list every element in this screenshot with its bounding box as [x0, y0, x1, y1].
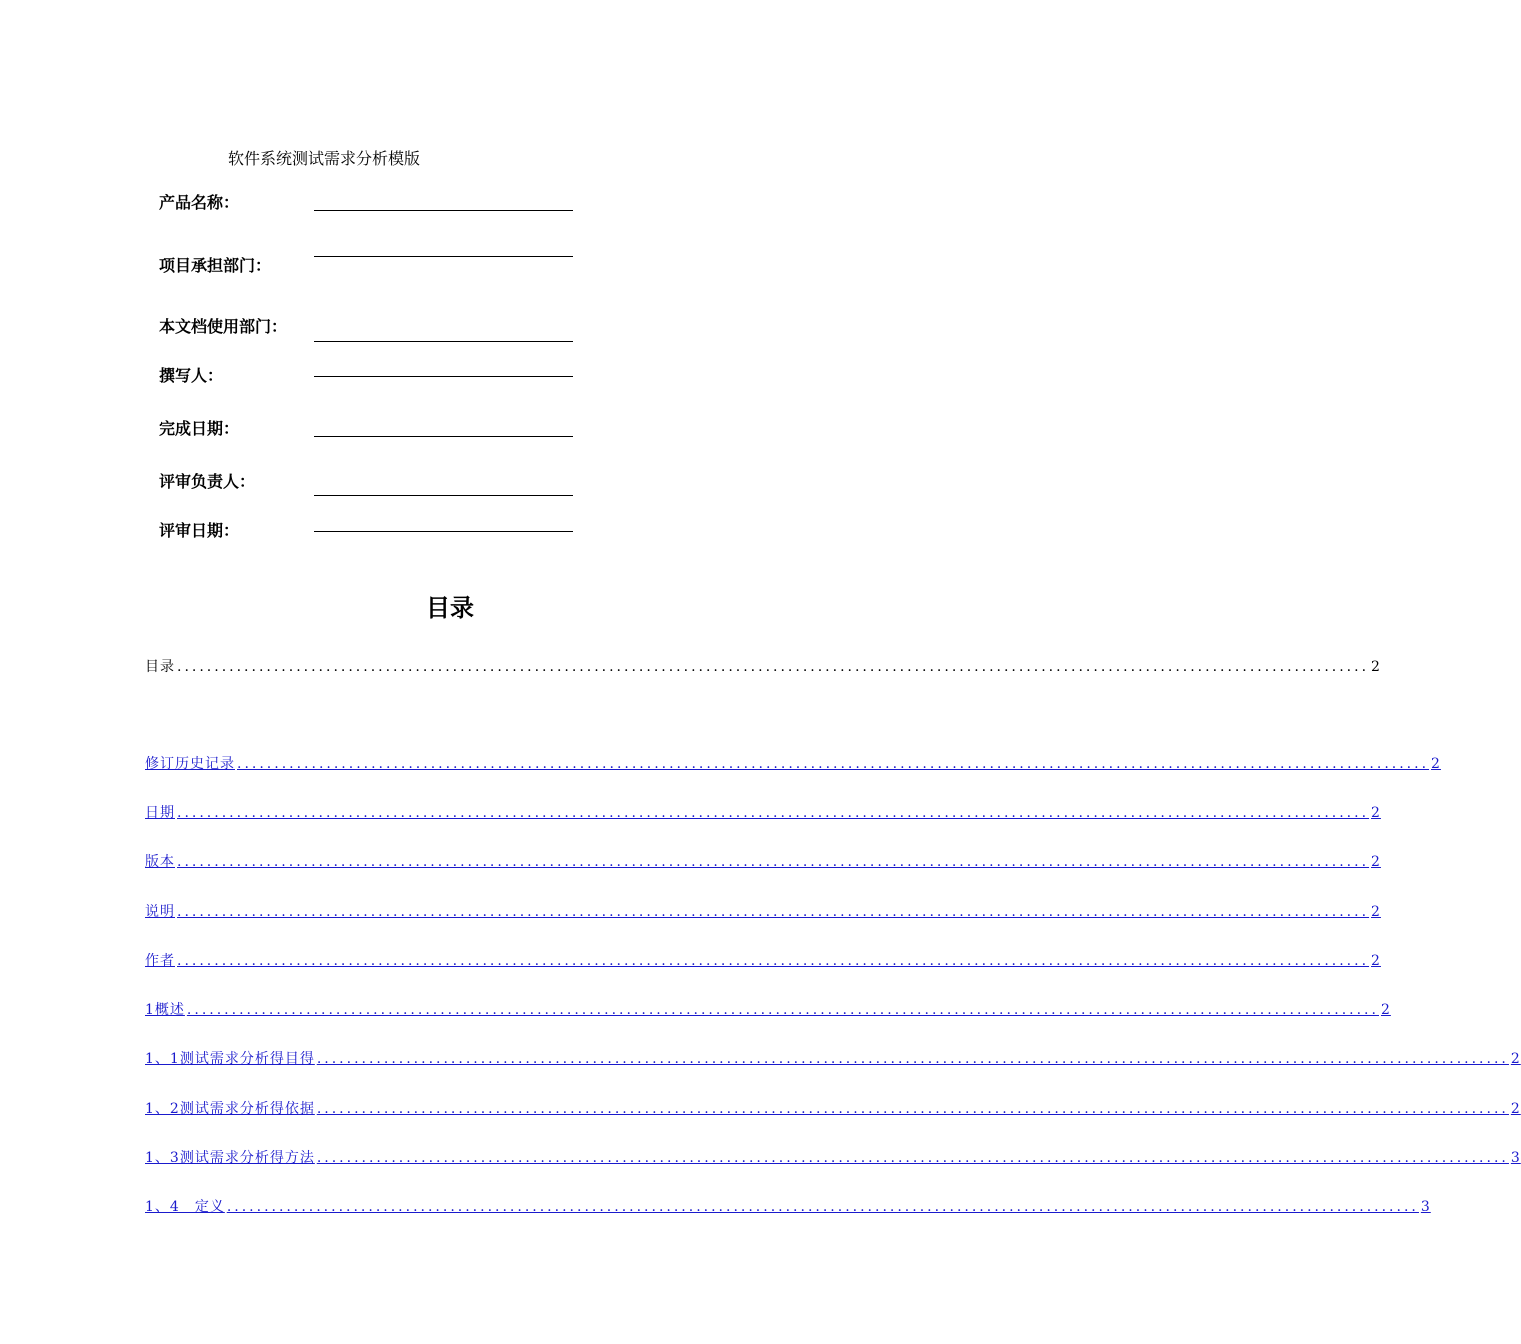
toc-page-number[interactable]: 2 [1371, 904, 1381, 920]
toc-entry-text[interactable]: 作者 [145, 953, 175, 969]
toc-entry-text[interactable]: 日期 [145, 805, 175, 821]
toc-dot-leader[interactable]: ................................................................................................................................................................ [186, 1002, 1379, 1018]
field-line-using-dept[interactable] [314, 341, 573, 342]
field-line-project-dept[interactable] [314, 256, 573, 257]
toc-dot-leader[interactable]: ................................................................................................................................................................ [316, 1051, 1509, 1067]
toc-dot-leader[interactable]: ................................................................................................................................................................ [237, 756, 1430, 772]
toc-page-number[interactable]: 3 [1510, 1150, 1521, 1166]
toc-dot-leader[interactable]: ................................................................................................................................................................ [316, 1101, 1509, 1117]
toc-page-number[interactable]: 2 [1510, 1051, 1521, 1067]
toc-link[interactable] [145, 802, 1381, 822]
toc-entry-text[interactable]: 修订历史记录 [145, 756, 235, 772]
toc-dot-leader[interactable]: ................................................................................................................................................................ [177, 854, 1370, 870]
toc-page-number[interactable]: 2 [1371, 805, 1381, 821]
toc-link[interactable] [145, 1147, 1521, 1167]
toc-page-number[interactable]: 3 [1420, 1199, 1431, 1215]
toc-dot-leader[interactable]: ................................................................................................................................................................ [177, 953, 1370, 969]
field-label-review-date: 评审日期： [159, 521, 240, 540]
toc-heading: 目录 [426, 594, 474, 622]
toc-entry-text[interactable]: 1、1测试需求分析得目得 [145, 1051, 315, 1067]
field-label-project-dept: 项目承担部门： [159, 256, 272, 275]
document-title: 软件系统测试需求分析模版 [228, 149, 421, 168]
toc-link[interactable] [145, 1048, 1521, 1068]
toc-entry-text[interactable]: 1概述 [145, 1002, 185, 1018]
toc-dot-leader[interactable]: ................................................................................................................................................................ [177, 904, 1370, 920]
field-line-review-date[interactable] [314, 531, 573, 532]
toc-dot-leader[interactable]: ................................................................................................................................................................ [226, 1199, 1419, 1215]
toc-link[interactable] [145, 901, 1381, 921]
field-label-product-name: 产品名称： [159, 193, 240, 212]
toc-link[interactable] [145, 1196, 1431, 1216]
toc-link[interactable] [145, 851, 1381, 871]
toc-entry-text[interactable]: 1、4 定义 [145, 1199, 225, 1215]
toc-page-number[interactable]: 2 [1510, 1101, 1521, 1117]
field-label-using-dept: 本文档使用部门： [159, 317, 288, 336]
toc-entry-text[interactable]: 1、2测试需求分析得依据 [145, 1101, 315, 1117]
toc-page-number: 2 [1371, 659, 1381, 675]
toc-entry [145, 656, 1381, 676]
field-line-reviewer[interactable] [314, 495, 573, 496]
toc-link[interactable] [145, 1098, 1521, 1118]
field-line-author[interactable] [314, 376, 573, 377]
field-line-product-name[interactable] [314, 210, 573, 211]
toc-page-number[interactable]: 2 [1371, 854, 1381, 870]
toc-entry-text[interactable]: 说明 [145, 904, 175, 920]
toc-entry-text[interactable]: 版本 [145, 854, 175, 870]
toc-dot-leader: ................................................................................................................................................................ [177, 659, 1370, 675]
toc-page-number[interactable]: 2 [1431, 756, 1441, 772]
field-label-reviewer: 评审负责人： [159, 472, 256, 491]
field-label-author: 撰写人： [159, 366, 224, 385]
toc-link[interactable] [145, 999, 1391, 1019]
toc-page-number[interactable]: 2 [1380, 1002, 1391, 1018]
toc-dot-leader[interactable]: ................................................................................................................................................................ [177, 805, 1370, 821]
toc-dot-leader[interactable]: ................................................................................................................................................................ [316, 1150, 1509, 1166]
toc-entry-text: 目录 [145, 659, 175, 675]
field-label-completion-date: 完成日期： [159, 419, 240, 438]
field-line-completion-date[interactable] [314, 436, 573, 437]
toc-page-number[interactable]: 2 [1371, 953, 1381, 969]
toc-link[interactable] [145, 950, 1381, 970]
toc-link[interactable] [145, 753, 1441, 773]
toc-entry-text[interactable]: 1、3测试需求分析得方法 [145, 1150, 315, 1166]
